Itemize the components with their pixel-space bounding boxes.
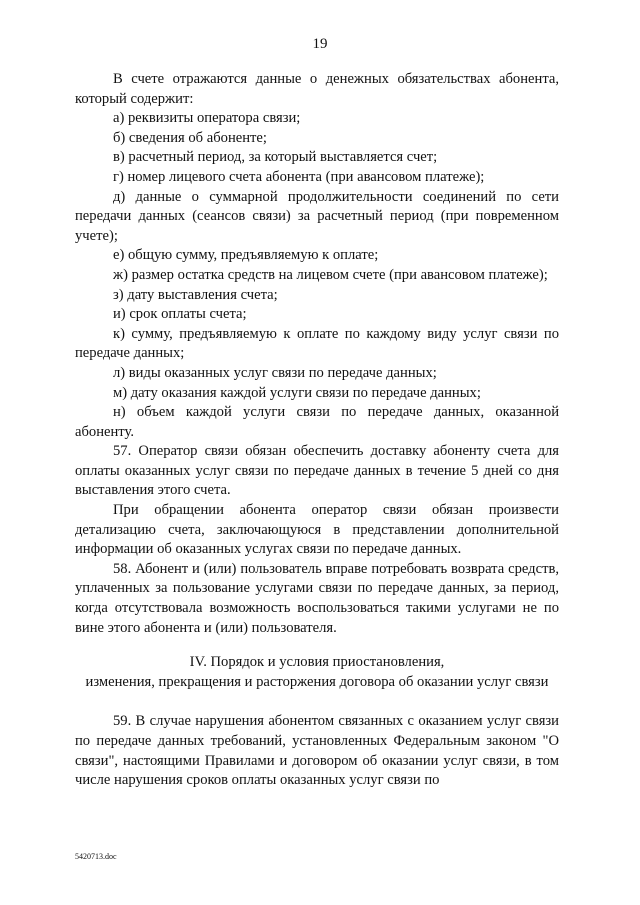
list-item-i: и) срок оплаты счета; — [113, 306, 247, 323]
list-item-a: а) реквизиты оператора связи; — [113, 110, 301, 127]
list-item-d: д) данные о суммарной продолжительности соединений по сети передачи данных (сеансов связи) за расчетный период (при повременном учете); — [75, 188, 559, 244]
section-heading — [75, 653, 559, 692]
list-item-n: н) объем каждой услуги связи по передаче данных, оказанной абоненту. — [75, 404, 559, 440]
footer-file-code: 5420713.doc — [75, 852, 117, 861]
list-item-z: з) дату выставления счета; — [113, 286, 278, 303]
section-heading-line-1: IV. Порядок и условия приостановления, — [189, 654, 445, 671]
page-number: 19 — [312, 36, 328, 52]
list-item-e: е) общую сумму, предъявляемую к оплате; — [113, 247, 379, 264]
document-body — [75, 70, 559, 791]
paragraph-58: 58. Абонент и (или) пользователь вправе потребовать возврата средств, уплаченных за пользование услугами связи по передаче данных, за период, когда отсутствовала возможность воспользоваться такими услугами не по вине этого абонента и (или) пользователя. — [75, 560, 559, 636]
list-item-m: м) дату оказания каждой услуги связи по передаче данных; — [113, 384, 481, 401]
list-item-k: к) сумму, предъявляемую к оплате по каждому виду услуг связи по передаче данных; — [75, 325, 559, 362]
list-item-v: в) расчетный период, за который выставляется счет; — [113, 149, 438, 166]
paragraph-59: 59. В случае нарушения абонентом связанных с оказанием услуг связи по передаче данных требований, установленных Федеральным законом "О связи", настоящими Правилами и договором об оказании услуг связи, в том числе нарушения сроков оплаты оказанных услуг связи по — [75, 713, 559, 789]
list-item-b: б) сведения об абоненте; — [113, 129, 267, 146]
paragraph-57: 57. Оператор связи обязан обеспечить доставку абоненту счета для оплаты оказанных услуг связи по передаче данных в течение 5 дней со дня выставления этого счета. — [75, 443, 559, 499]
list-item-g: г) номер лицевого счета абонента (при авансовом платеже); — [113, 168, 485, 185]
list-item-l: л) виды оказанных услуг связи по передаче данных; — [113, 364, 437, 381]
paragraph-57-detail: При обращении абонента оператор связи обязан произвести детализацию счета, заключающуюся в представлении дополнительной информации об оказанных услугах связи по передаче данных. — [75, 502, 559, 558]
paragraph-intro: В счете отражаются данные о денежных обязательствах абонента, который содержит: — [75, 71, 559, 107]
section-heading-line-2: изменения, прекращения и расторжения договора об оказании услуг связи — [85, 673, 549, 690]
list-item-zh: ж) размер остатка средств на лицевом счете (при авансовом платеже); — [113, 266, 548, 283]
